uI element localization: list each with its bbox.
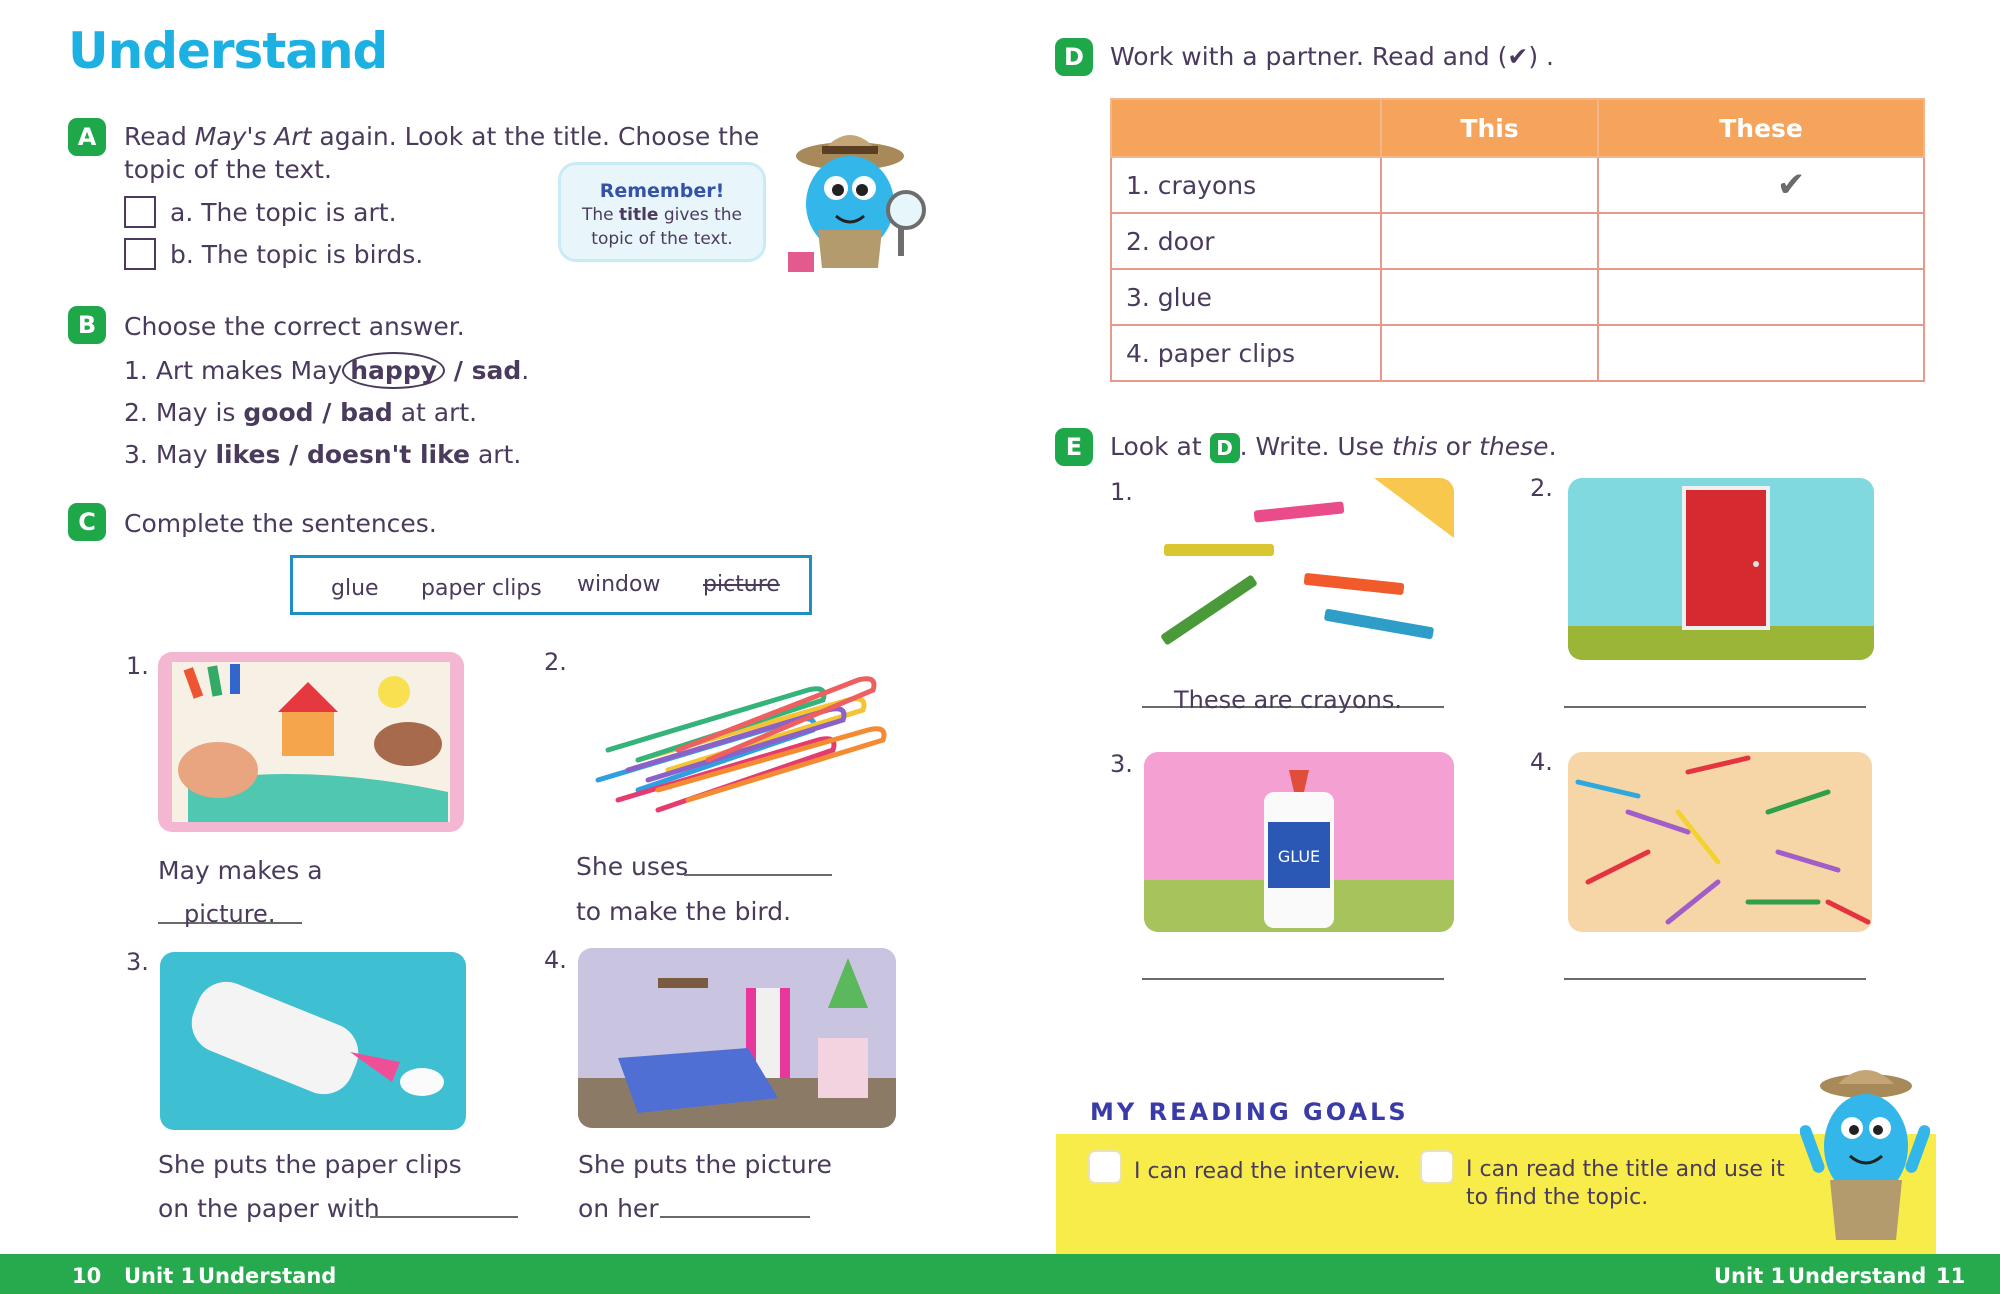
b2-opt1[interactable]: good [243, 398, 314, 427]
detective-mascot-illustration [770, 118, 940, 288]
b3-sep: / [280, 440, 307, 469]
c3-answer-line[interactable] [370, 1216, 518, 1218]
e2-answer-line[interactable] [1564, 706, 1866, 708]
e3-number: 3. [1110, 750, 1133, 778]
c4-sentence-line1: She puts the picture [578, 1150, 832, 1179]
table-header-these: These [1598, 99, 1924, 157]
remember-heading: Remember! [599, 180, 725, 202]
remember-bold: title [618, 205, 659, 225]
word-window: window [577, 572, 661, 597]
section-e-badge: E [1055, 428, 1093, 466]
instr-a-line2: topic of the text. [124, 155, 332, 184]
b1-sep: / [445, 356, 472, 385]
option-b-checkbox[interactable] [124, 238, 156, 270]
row1-this-cell[interactable] [1381, 157, 1598, 213]
section-c-badge: C [68, 503, 106, 541]
word-paper-clips: paper clips [421, 576, 542, 601]
c1-sentence: May makes a [158, 856, 323, 885]
b2-pre: May is [155, 398, 244, 427]
e1-number: 1. [1110, 478, 1133, 506]
e2-number: 2. [1530, 474, 1553, 502]
c1-number: 1. [126, 652, 149, 680]
word-picture-crossed: picture [703, 572, 780, 597]
section-d-badge: D [1055, 38, 1093, 76]
e-instr-pre: Look at [1110, 432, 1210, 461]
e4-answer-line[interactable] [1564, 978, 1866, 980]
row3-these-cell[interactable] [1598, 269, 1924, 325]
instr-a-italic: May's Art [194, 122, 312, 151]
b3-pre: May [155, 440, 216, 469]
table-header-this: This [1381, 99, 1598, 157]
row3-item: 3. glue [1111, 269, 1381, 325]
table-row [1111, 213, 1924, 269]
bedroom-picture [578, 948, 896, 1128]
instr-a-post: again. Look at the title. Choose the [311, 122, 760, 151]
c4-sentence-line2: on her [578, 1194, 659, 1223]
footer-left-unit: Unit 1 [124, 1264, 196, 1288]
b1-post: . [521, 356, 530, 385]
remember-line2: topic of the text. [591, 229, 733, 249]
goal-2-label-line1: I can read the title and use it [1466, 1157, 1785, 1182]
b3-num: 3. [124, 440, 148, 469]
c4-number: 4. [544, 946, 567, 974]
e-instr-this: this [1392, 432, 1438, 461]
c2-sentence-line2: to make the bird. [576, 897, 792, 926]
remember-line1 [561, 203, 763, 227]
door-picture [1568, 478, 1874, 660]
remember-tip [558, 162, 766, 262]
goal-1-checkbox[interactable] [1088, 1150, 1122, 1184]
footer-right-section: Understand [1788, 1264, 1927, 1288]
row2-item: 2. door [1111, 213, 1381, 269]
e-instr-mid: . Write. Use [1239, 432, 1393, 461]
table-header-item [1111, 99, 1381, 157]
b1-num: 1. [124, 356, 148, 385]
b3-post: art. [470, 440, 522, 469]
option-a-checkbox[interactable] [124, 196, 156, 228]
glue-label: GLUE [1277, 847, 1321, 866]
option-a-label: a. The topic is art. [170, 198, 397, 227]
section-b-badge: B [68, 306, 106, 344]
e3-answer-line[interactable] [1142, 978, 1444, 980]
section-c-instruction: Complete the sentences. [124, 509, 437, 538]
c3-sentence-line2: on the paper with [158, 1194, 380, 1223]
row2-these-cell[interactable] [1598, 213, 1924, 269]
b2-opt2[interactable]: bad [340, 398, 393, 427]
row4-these-cell[interactable] [1598, 325, 1924, 381]
c3-sentence-line1: She puts the paper clips [158, 1150, 462, 1179]
b2-post: at art. [392, 398, 478, 427]
c2-sentence-line1: She uses [576, 852, 689, 881]
paper-clips-picture [578, 660, 896, 828]
child-drawing-picture [158, 652, 464, 832]
table-row [1111, 157, 1924, 213]
b-item-2 [124, 398, 477, 427]
e4-number: 4. [1530, 748, 1553, 776]
b1-pre: Art makes May [155, 356, 343, 385]
remember-pre: The [581, 205, 619, 225]
footer-right-unit: Unit 1 [1714, 1264, 1786, 1288]
c2-number: 2. [544, 648, 567, 676]
footer-left-section: Understand [198, 1264, 337, 1288]
option-b-label: b. The topic is birds. [170, 240, 424, 269]
e-instr-or: or [1437, 432, 1480, 461]
b2-num: 2. [124, 398, 148, 427]
b1-opt1-circled[interactable]: happy [342, 352, 445, 389]
e-instr-these: these [1479, 432, 1549, 461]
this-these-table [1110, 98, 1925, 382]
c3-number: 3. [126, 948, 149, 976]
table-row [1111, 325, 1924, 381]
c2-answer-line[interactable] [684, 874, 832, 876]
section-a-badge: A [68, 118, 106, 156]
b3-opt1[interactable]: likes [215, 440, 281, 469]
section-d-instruction: Work with a partner. Read and (✔) . [1110, 42, 1554, 71]
section-e-instruction [1110, 430, 1557, 463]
colored-clips-picture [1568, 752, 1872, 932]
b-item-1 [124, 356, 529, 385]
goal-2-checkbox[interactable] [1420, 1150, 1454, 1184]
b2-sep: / [313, 398, 341, 427]
goal-2-label-line2: to find the topic. [1466, 1185, 1649, 1210]
row3-this-cell[interactable] [1381, 269, 1598, 325]
glue-bottle-photo [1144, 752, 1454, 932]
b1-opt2[interactable]: sad [471, 356, 522, 385]
instr-a-pre: Read [124, 122, 195, 151]
footer-left-page-number: 10 [72, 1264, 102, 1288]
e-instr-end: . [1548, 432, 1557, 461]
e-instr-badge-d: D [1210, 433, 1240, 463]
remember-post: gives the [658, 205, 743, 225]
row1-item: 1. crayons [1111, 157, 1381, 213]
c4-answer-line[interactable] [660, 1216, 810, 1218]
page-title: Understand [68, 22, 388, 80]
word-bank [290, 555, 812, 615]
section-b-instruction: Choose the correct answer. [124, 312, 465, 341]
row1-these-cell[interactable]: ✔ [1598, 157, 1924, 213]
glue-bottle-picture [160, 952, 466, 1130]
row4-this-cell[interactable] [1381, 325, 1598, 381]
table-row [1111, 269, 1924, 325]
detective-mascot-waving-illustration [1800, 1064, 1930, 1254]
row2-this-cell[interactable] [1381, 213, 1598, 269]
reading-goals-title: MY READING GOALS [1090, 1098, 1409, 1126]
crayons-picture [1144, 478, 1454, 660]
e1-answer: These are crayons. [1174, 686, 1402, 714]
goal-1-label: I can read the interview. [1134, 1159, 1401, 1184]
b3-opt2[interactable]: doesn't like [306, 440, 470, 469]
b-item-3 [124, 440, 521, 469]
table-header-row [1111, 99, 1924, 157]
row4-item: 4. paper clips [1111, 325, 1381, 381]
c1-answer: picture. [184, 900, 276, 928]
footer-right-page-number: 11 [1936, 1264, 1966, 1288]
word-glue: glue [331, 576, 379, 601]
